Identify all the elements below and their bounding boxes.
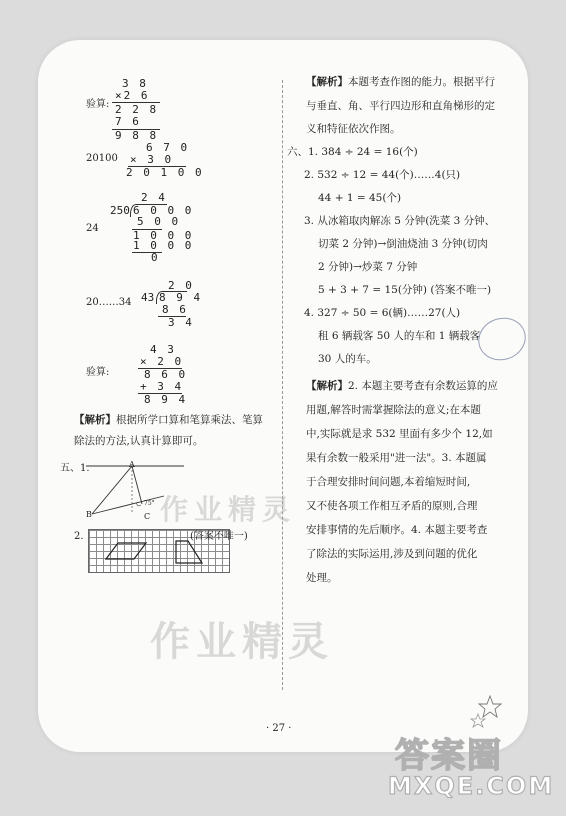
perpendicular-figure (86, 458, 186, 520)
div1-quotient: 2 4 (141, 191, 167, 204)
left-analysis-tag: 【解析】 (74, 414, 116, 426)
div2-step1: 8 6 (162, 303, 188, 316)
right-analysis-text3: 义和特征依次作图。 (306, 123, 401, 135)
angle-75: 75° (144, 500, 155, 507)
div2-divisor: 43 (141, 291, 155, 304)
div1-step3: 1 0 0 0 (133, 239, 194, 252)
watermark-top: 作业精灵 (160, 493, 297, 526)
verify2-result: 8 9 4 (144, 393, 188, 406)
q6-3c: 2 分钟)→炒菜 7 分钟 (318, 261, 418, 273)
right-analysis2-text6: 又不使各项工作相互矛盾的原则,合理 (306, 500, 478, 512)
right-analysis-text1: 本题考查作图的能力。根据平行 (348, 76, 495, 88)
q6-4b: 租 6 辆载客 50 人的车和 1 辆载客 (318, 330, 481, 342)
mult1-multiplier: ×2 6 (115, 89, 150, 102)
star-decoration-icon (470, 694, 504, 730)
right-analysis2-text1: 2. 本题主要考查有余数运算的应 (348, 380, 498, 392)
q6-4c: 30 人的车。 (318, 353, 377, 365)
div2-dividend: 8 9 4 (159, 291, 203, 304)
q6-2b: 44 + 1 = 45(个) (318, 192, 402, 204)
right-analysis-line1 (306, 72, 495, 93)
verify-label-1: 验算: (86, 99, 110, 110)
verify2-addend: + 3 4 (140, 380, 184, 393)
verify2-product: 8 6 0 (144, 368, 188, 381)
left-analysis-text2: 除法的方法,认真计算即可。 (74, 435, 204, 447)
div1-step2: 1 0 0 0 (133, 229, 194, 242)
left-analysis-text1: 根据所学口算和笔算乘法、笔算 (116, 414, 263, 426)
mult1-partial1: 2 2 8 (115, 103, 159, 116)
q6-2a: 2. 532 ÷ 12 = 44(个)……4(只) (304, 169, 461, 181)
right-analysis-tag: 【解析】 (306, 76, 348, 88)
mult1-result: 9 8 8 (115, 129, 159, 142)
div2-quotient: 2 0 (168, 279, 194, 292)
right-analysis2-line1 (306, 376, 498, 397)
mult1-partial2: 7 6 (115, 115, 141, 128)
mult1-top: 3 8 (122, 77, 148, 90)
label-C: C (144, 512, 151, 521)
div2-remainder: 3 4 (168, 316, 194, 329)
div1-remainder: 0 (151, 251, 160, 264)
div1-dividend: 6 0 0 0 (133, 204, 194, 217)
verify-label-2: 验算: (86, 367, 110, 378)
left-analysis-line1 (74, 410, 263, 431)
right-analysis2-text5: 于合理安排时间问题,本着缩短时间, (306, 476, 471, 488)
verify2-top: 4 3 (150, 343, 176, 356)
answer-20100: 20100 (86, 153, 118, 164)
site-logo: 答案圈 (395, 736, 503, 776)
mult2-top: 6 7 0 (146, 141, 190, 154)
div1-divisor: 250 (110, 204, 130, 217)
right-analysis2-text9: 处理。 (306, 572, 338, 584)
right-analysis2-text7: 安排事情的先后顺序。4. 本题主要考查 (306, 524, 488, 536)
page-number: · 27 · (266, 723, 292, 734)
q5-2-label: 2. (74, 531, 84, 542)
answer-not-unique-left: (答案不唯一) (190, 531, 248, 542)
answer-24: 24 (86, 223, 99, 234)
right-analysis2-text2: 用题,解答时需掌握除法的意义;在本题 (306, 404, 481, 416)
right-analysis2-tag: 【解析】 (306, 380, 348, 392)
div1-step1: 5 0 0 (137, 215, 181, 228)
q6-1: 六、1. 384 ÷ 24 = 16(个) (287, 146, 418, 158)
column-divider (282, 80, 283, 690)
q6-3a: 3. 从冰箱取肉解冻 5 分钟(洗菜 3 分钟、 (304, 215, 496, 227)
site-logo-domain: MXQE.COM (388, 772, 555, 800)
mult2-multiplier: × 3 0 (130, 153, 174, 166)
mult2-result: 2 0 1 0 0 (126, 166, 204, 179)
q5-1-label: 五、1. (60, 463, 90, 474)
label-B: B (86, 510, 92, 519)
right-analysis-text2: 与垂直、角、平行四边形和直角梯形的定 (306, 100, 495, 112)
q6-4a: 4. 327 ÷ 50 = 6(辆)……27(人) (304, 307, 461, 319)
right-analysis2-text4: 果有余数一般采用"进一法"。3. 本题属 (306, 452, 487, 464)
answer-20-r34: 20……34 (86, 297, 132, 308)
right-analysis2-text3: 中,实际就是求 532 里面有多少个 12,如 (306, 428, 493, 440)
watermark-bottom: 作业精灵 (150, 619, 334, 665)
q6-3b: 切菜 2 分钟)→倒油烧油 3 分钟(切肉 (318, 238, 488, 250)
right-analysis2-text8: 了除法的实际运用,涉及到问题的优化 (306, 548, 478, 560)
verify2-multiplier: × 2 0 (140, 355, 184, 368)
q6-3d: 5 + 3 + 7 = 15(分钟) (答案不唯一) (318, 284, 492, 296)
label-A: A (129, 460, 135, 469)
